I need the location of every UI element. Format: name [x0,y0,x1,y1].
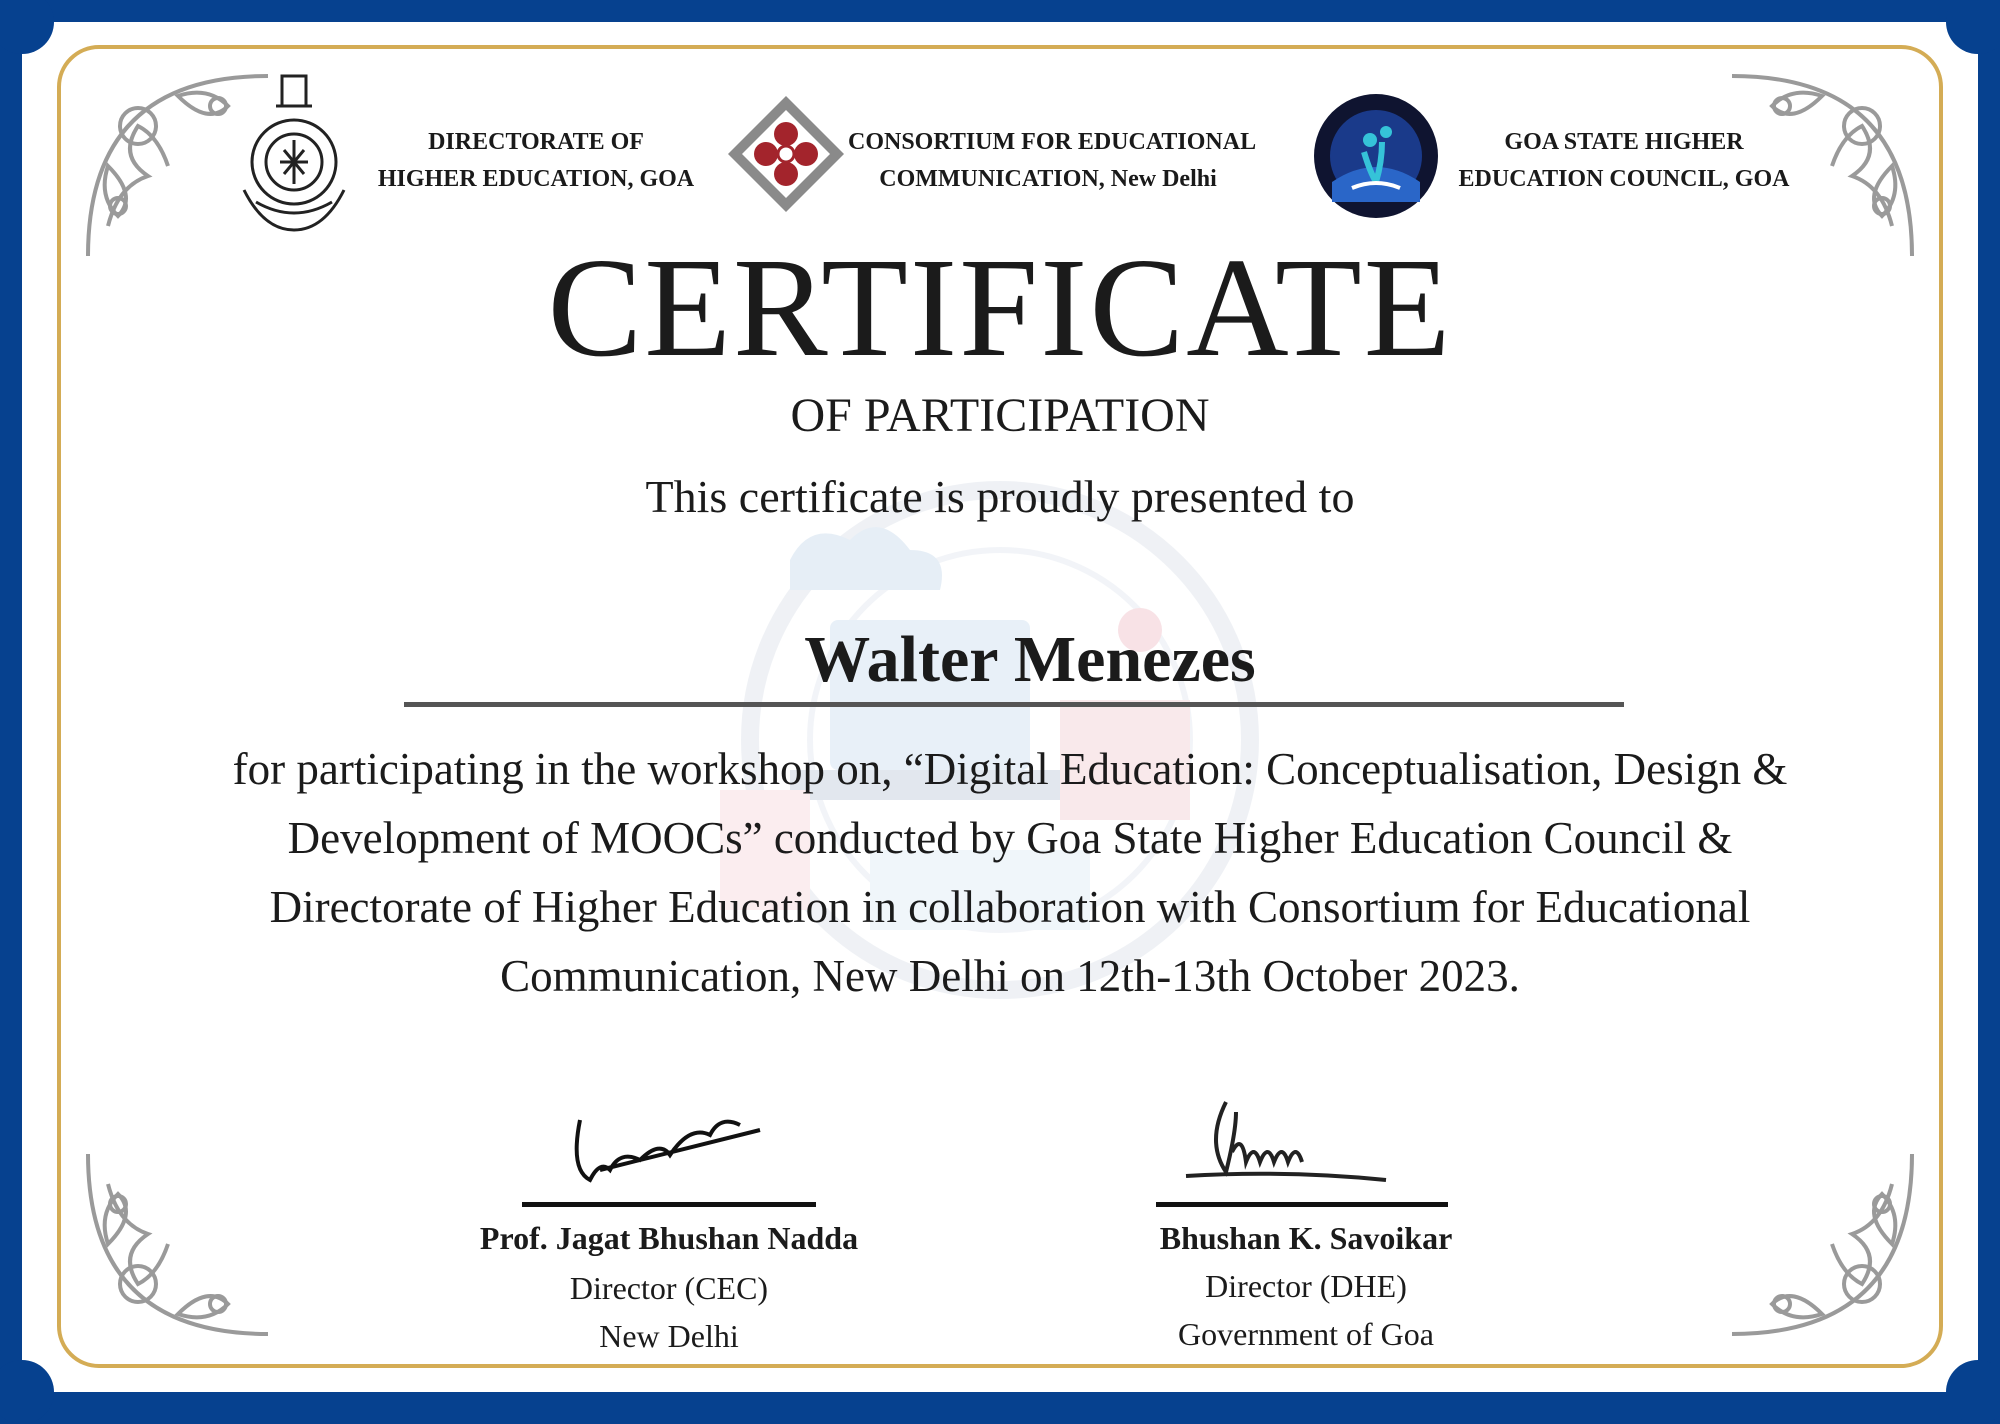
header-cec [848,124,1257,198]
signature-line-2 [1156,1202,1448,1207]
header-gshec-line1: GOA STATE HIGHER [1504,129,1744,155]
header-cec-line1: CONSORTIUM FOR EDUCATIONAL [848,129,1257,155]
recipient-name: Walter Menezes [804,623,1256,696]
signatory-1-name: Prof. Jagat Bhushan Nadda [479,1220,859,1256]
signatory-2-name: Bhushan K. Savoikar [1159,1220,1453,1256]
header-dhe-line1: DIRECTORATE OF [428,129,644,155]
certificate-subtitle: OF PARTICIPATION [790,389,1210,442]
presented-to-text: This certificate is proudly presented to [645,471,1355,522]
header-dhe-line2: HIGHER EDUCATION, GOA [377,166,695,192]
recipient-underline [404,702,1624,707]
signatory-1-role: Director (CEC) [569,1270,769,1306]
corner-ornament-icon [1722,1144,1922,1344]
header-gshec [1446,124,1802,198]
signatory-2-role: Director (DHE) [1205,1268,1407,1304]
state-emblem-icon [236,70,352,235]
header-gshec-line2: EDUCATION COUNCIL, GOA [1458,166,1790,192]
signature-line-1 [522,1202,816,1207]
corner-notch-br [1946,1360,2000,1424]
signatory-2-place: Government of Goa [1178,1316,1434,1352]
cec-logo-icon [724,92,848,216]
corner-ornament-icon [78,1144,278,1344]
certificate-title: CERTIFICATE [547,228,1453,386]
gshec-logo-icon [1312,92,1440,220]
signature-image [560,1100,800,1200]
header-cec-line2: COMMUNICATION, New Delhi [879,166,1217,192]
signatory-1-place: New Delhi [599,1318,739,1354]
signature-image [1176,1092,1416,1202]
header-dhe [366,124,706,198]
certificate-body: for participating in the workshop on, “Digital Education: Conceptualisation, Design & Development of MOOCs” conducted by Goa State Higher Education Council & Directorate of Higher Education in collaboration with Consortium for Educational Communication, New Delhi on 12th-13th October 2023. [232,744,1788,1001]
